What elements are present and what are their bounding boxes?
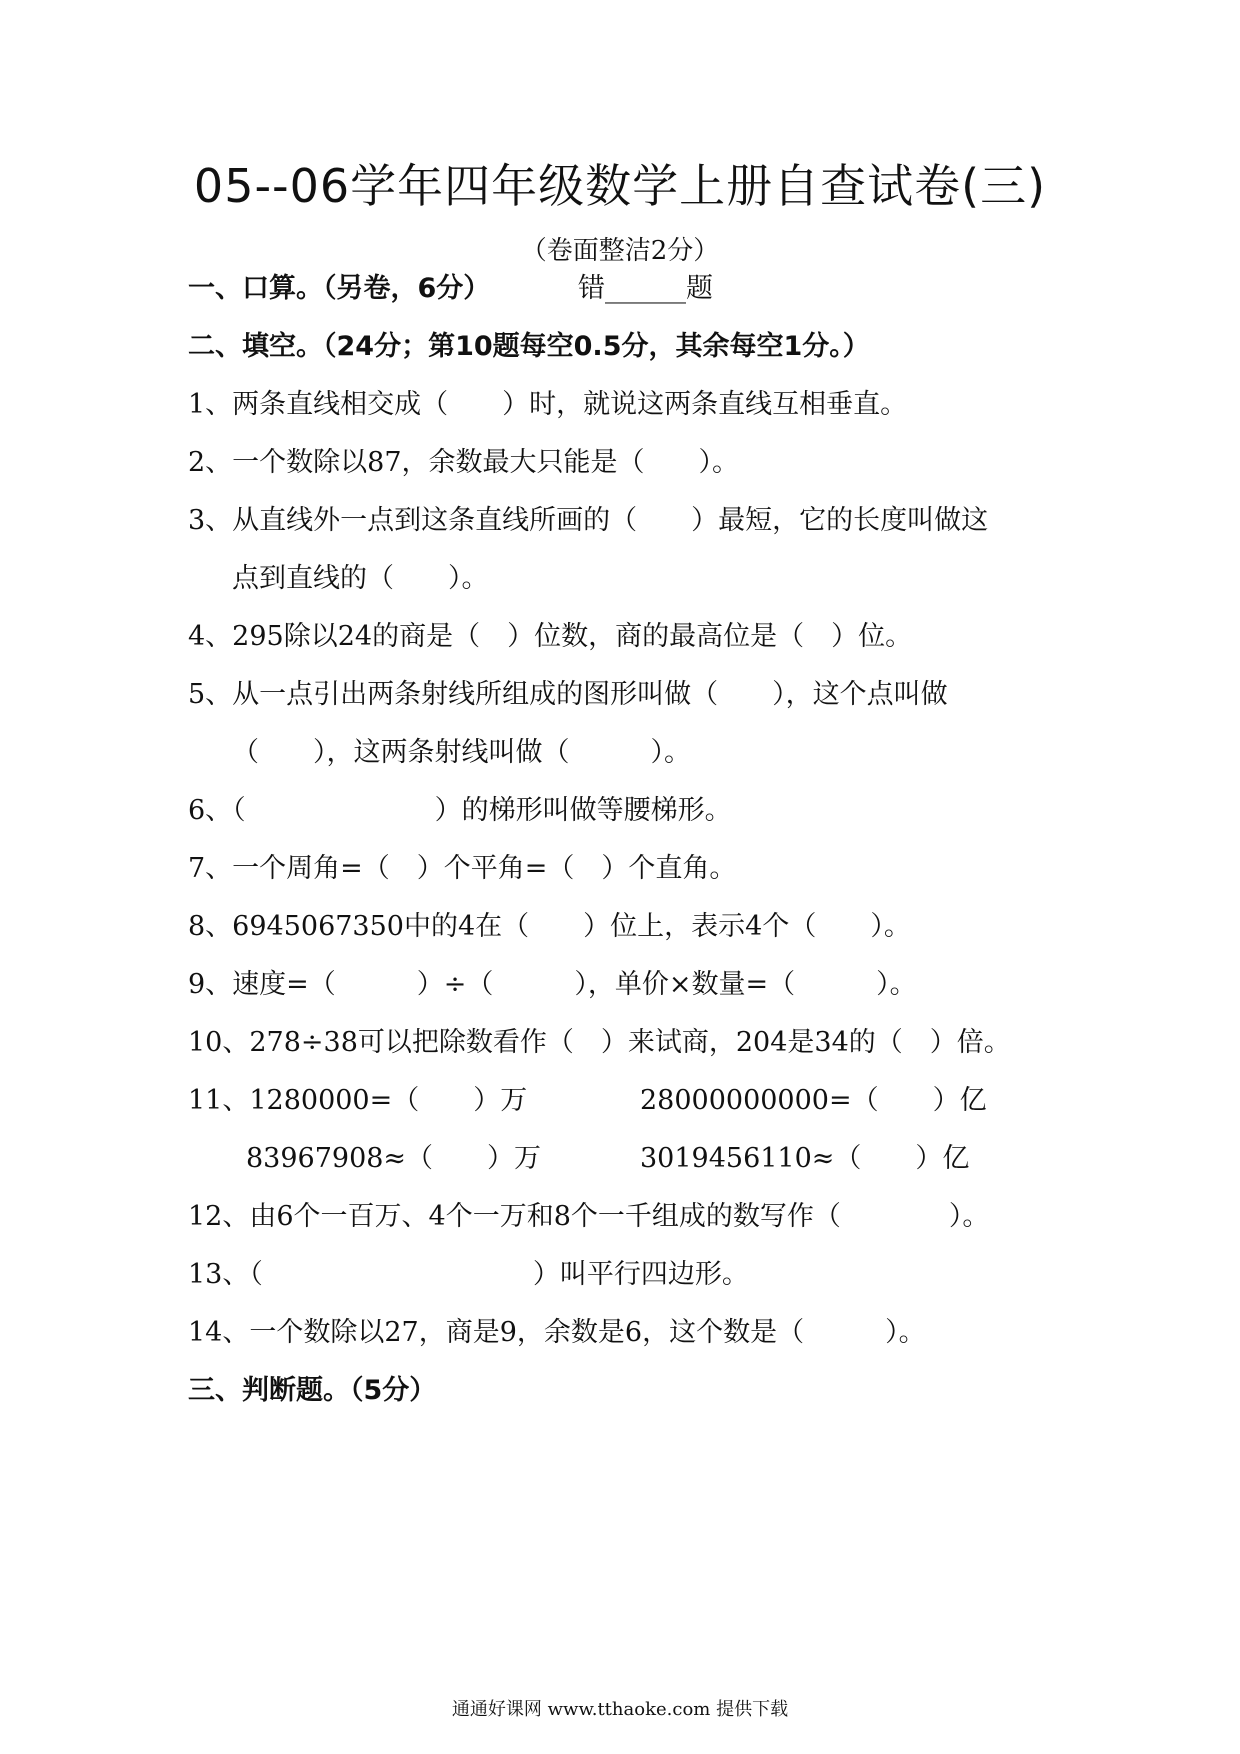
- page-subtitle: （卷面整洁2分）: [520, 236, 720, 266]
- question-12: 12、由6个一百万、4个一万和8个一千组成的数写作（ ）。: [188, 1201, 990, 1232]
- question-11-row-1-left: 11、1280000=（ ）万: [188, 1085, 528, 1116]
- question-4: 4、295除以24的商是（ ）位数，商的最高位是（ ）位。: [188, 621, 913, 652]
- section-1-score: 错______题: [578, 273, 713, 304]
- question-3-line-1: 3、从直线外一点到这条直线所画的（ ）最短，它的长度叫做这: [188, 505, 989, 536]
- page-title: 05--06学年四年级数学上册自查试卷(三): [193, 159, 1047, 213]
- section-1-heading: 一、口算。（另卷，6分）: [188, 273, 491, 304]
- question-10: 10、278÷38可以把除数看作（ ）来试商，204是34的（ ）倍。: [188, 1027, 1011, 1058]
- question-11-row-2-right: 3019456110≈（ ）亿: [640, 1143, 970, 1174]
- question-1: 1、两条直线相交成（ ）时，就说这两条直线互相垂直。: [188, 389, 908, 420]
- section-2-heading: 二、填空。（24分；第10题每空0.5分，其余每空1分。）: [188, 331, 870, 362]
- section-3-heading: 三、判断题。（5分）: [188, 1375, 437, 1406]
- question-6: 6、（ ）的梯形叫做等腰梯形。: [188, 795, 732, 826]
- question-11-row-2-left: 83967908≈（ ）万: [246, 1143, 542, 1174]
- question-13: 13、（ ）叫平行四边形。: [188, 1259, 749, 1290]
- question-7: 7、一个周角=（ ）个平角=（ ）个直角。: [188, 853, 737, 884]
- question-14: 14、一个数除以27，商是9，余数是6，这个数是（ ）。: [188, 1317, 926, 1348]
- page-footer: 通通好课网 www.tthaoke.com 提供下载: [451, 1699, 789, 1720]
- question-9: 9、速度=（ ）÷（ ），单价×数量=（ ）。: [188, 969, 917, 1000]
- question-3-line-2: 点到直线的（ ）。: [232, 563, 489, 594]
- question-5-line-2: （ ），这两条射线叫做（ ）。: [232, 737, 691, 768]
- question-5-line-1: 5、从一点引出两条射线所组成的图形叫做（ ），这个点叫做: [188, 679, 948, 710]
- question-8: 8、6945067350中的4在（ ）位上，表示4个（ ）。: [188, 911, 911, 942]
- question-11-row-1-right: 28000000000=（ ）亿: [640, 1085, 987, 1116]
- question-2: 2、一个数除以87，余数最大只能是（ ）。: [188, 447, 740, 478]
